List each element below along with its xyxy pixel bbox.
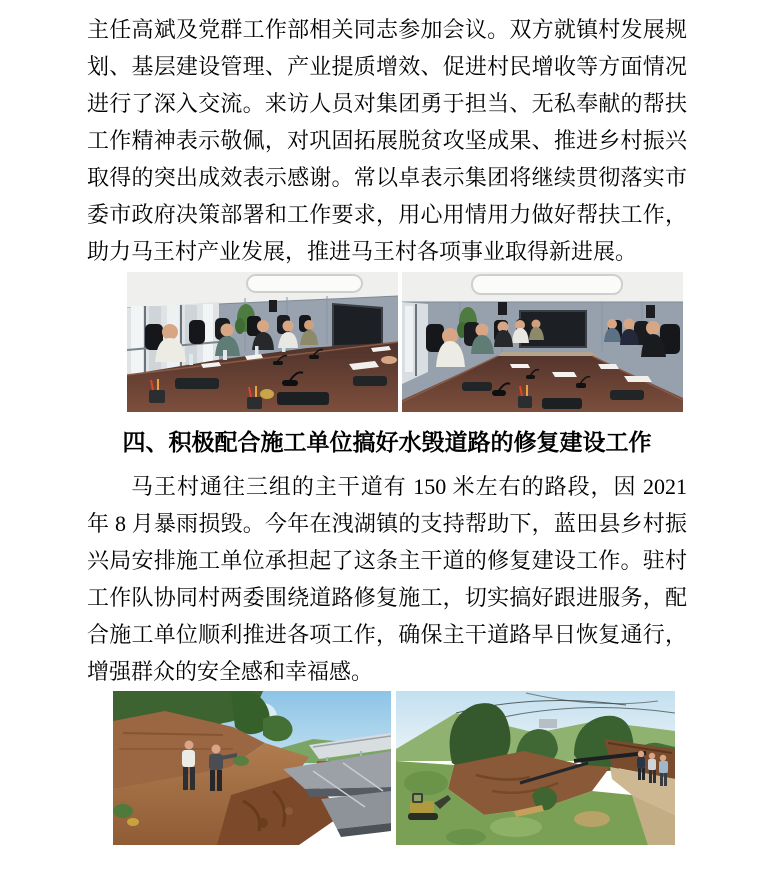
damaged-road-inspection-photo: [113, 691, 391, 845]
meeting-room-photo-right: [402, 272, 683, 412]
road-repair-site-photo: [396, 691, 675, 845]
road-photos-row: [113, 691, 675, 845]
meeting-photos-row: [127, 272, 683, 412]
meeting-room-photo-left: [127, 272, 398, 412]
section-heading: 四、积极配合施工单位搞好水毁道路的修复建设工作: [122, 429, 652, 455]
body-paragraph-1: 主任高斌及党群工作部相关同志参加会议。双方就镇村发展规划、基层建设管理、产业提质增效、促进村民增收等方面情况进行了深入交流。来访人员对集团勇于担当、无私奉献的帮扶工作精神表示敬佩，对巩固拓展脱贫攻坚成果、推进乡村振兴取得的突出成效表示感谢。常以卓表示集团将继续贯彻落实市委市政府决策部署和工作要求，用心用情用力做好帮扶工作，助力马王村产业发展，推进马王村各项事业取得新进展。: [87, 17, 687, 264]
body-paragraph-2: 马王村通往三组的主干道有 150 米左右的路段，因 2021 年 8 月暴雨损毁。今年在洩湖镇的支持帮助下，蓝田县乡村振兴局安排施工单位承担起了这条主干道的修复建设工作。驻村工作队协同村两委围绕道路修复施工，切实搞好跟进服务，配合施工单位顺利推进各项工作，确保主干道路早日恢复通行，增强群众的安全感和幸福感。: [87, 474, 687, 684]
